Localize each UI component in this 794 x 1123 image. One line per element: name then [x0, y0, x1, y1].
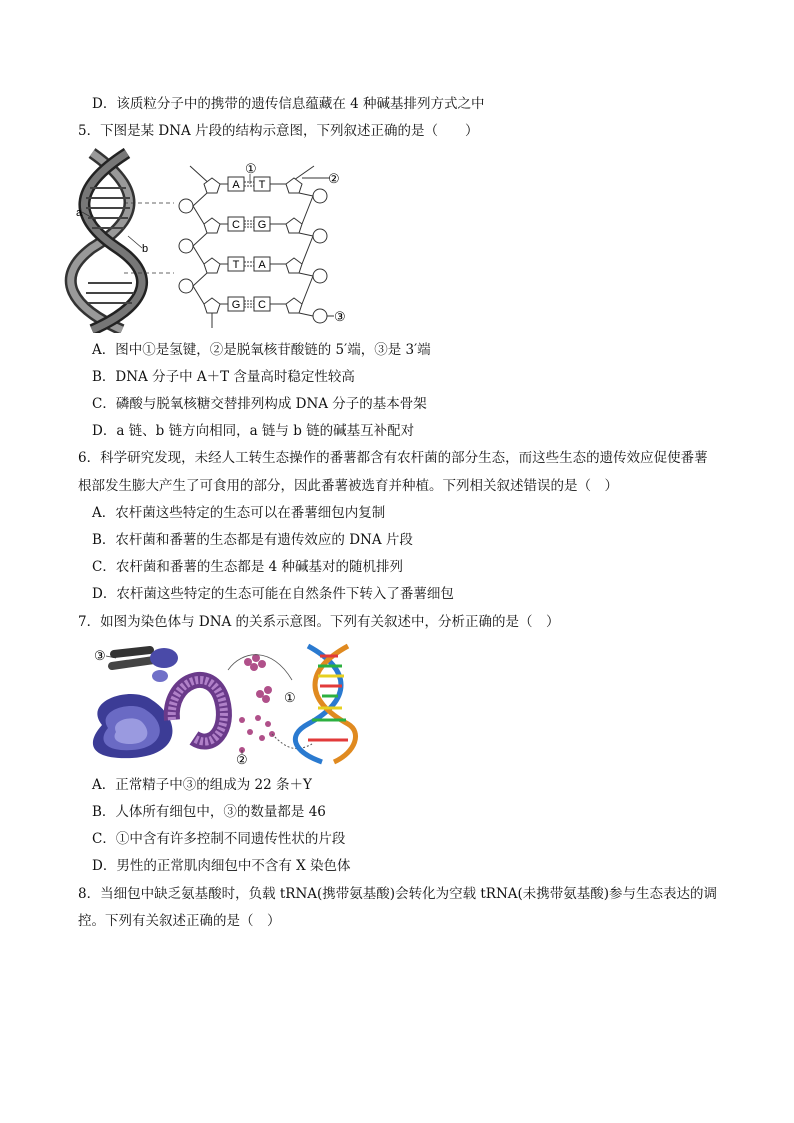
base-right-2: G [257, 219, 267, 231]
q8-stem-line1: 8．当细包中缺乏氨基酸时，负载 tRNA(携带氨基酸)会转化为空载 tRNA(未携带氨基酸)参与生态表达的调 [78, 886, 718, 902]
base-right-1: T [258, 179, 266, 191]
label-a: a [76, 207, 83, 219]
q7-option-c: C．①中含有许多控制不同遗传性状的片段 [92, 831, 346, 847]
q5-option-a: A．图中①是氢键，②是脱氧核苷酸链的 5′端，③是 3′端 [92, 342, 431, 358]
q5-option-d: D．a 链、b 链方向相同，a 链与 b 链的碱基互补配对 [92, 423, 415, 439]
double-helix-drawing [71, 153, 142, 330]
q7-chromosome-figure [72, 640, 362, 768]
left-backbone [179, 166, 228, 328]
q6-option-a: A．农杆菌这些特定的生态可以在番薯细包内复制 [92, 505, 386, 521]
q5-option-b: B．DNA 分子中 A＋T 含量高时稳定性较高 [92, 369, 355, 385]
right-backbone [278, 166, 334, 323]
label-2: ② [328, 172, 340, 187]
q7-label-2: ② [236, 753, 248, 768]
base-left-1: A [232, 179, 240, 191]
label-b: b [142, 243, 149, 255]
q5-dna-figure [62, 148, 362, 333]
coiled-fiber-drawing [93, 680, 224, 758]
q7-label-1: ① [284, 691, 296, 706]
q6-option-c: C．农杆菌和番薯的生态都是 4 种碱基对的随机排列 [92, 559, 404, 575]
base-pairs [228, 177, 278, 311]
q6-option-d: D．农杆菌这些特定的生态可能在自然条件下转入了番薯细包 [92, 586, 454, 602]
q5-stem: 5．下图是某 DNA 片段的结构示意图，下列叙述正确的是（ ） [78, 123, 479, 139]
q7-stem: 7．如图为染色体与 DNA 的关系示意图。下列有关叙述中，分析正确的是（ ） [78, 614, 560, 630]
q4-option-d: D．该质粒分子中的携带的遗传信息蕴藏在 4 种碱基排列方式之中 [92, 96, 485, 112]
q6-option-b: B．农杆菌和番薯的生态都是有遗传效应的 DNA 片段 [92, 532, 413, 548]
q6-stem-line1: 6．科学研究发现，未经人工转生态操作的番薯都含有农杆菌的部分生态，而这些生态的遗传效应促使番薯 [78, 450, 708, 466]
label-1: ① [245, 162, 257, 177]
base-right-3: A [258, 259, 266, 271]
q6-stem-line2: 根部发生膨大产生了可食用的部分，因此番薯被选育并种植。下列相关叙述错误的是（ ） [78, 478, 618, 494]
chromosome-drawing [112, 648, 178, 682]
q7-option-a: A．正常精子中③的组成为 22 条＋Y [92, 777, 312, 793]
colored-dna-helix [295, 646, 355, 762]
base-left-2: C [232, 219, 240, 231]
q7-label-3: ③ [94, 649, 106, 664]
q5-option-c: C．磷酸与脱氧核糖交替排列构成 DNA 分子的基本骨架 [92, 396, 427, 412]
q8-stem-line2: 控。下列有关叙述正确的是（ ） [78, 913, 281, 929]
q7-option-d: D．男性的正常肌肉细包中不含有 X 染色体 [92, 858, 351, 874]
base-right-4: C [258, 299, 266, 311]
label-3: ③ [334, 310, 346, 325]
nucleosome-drawing [239, 654, 275, 753]
q7-option-b: B．人体所有细包中，③的数量都是 46 [92, 804, 326, 820]
base-left-3: T [232, 259, 240, 271]
base-left-4: G [231, 299, 241, 311]
